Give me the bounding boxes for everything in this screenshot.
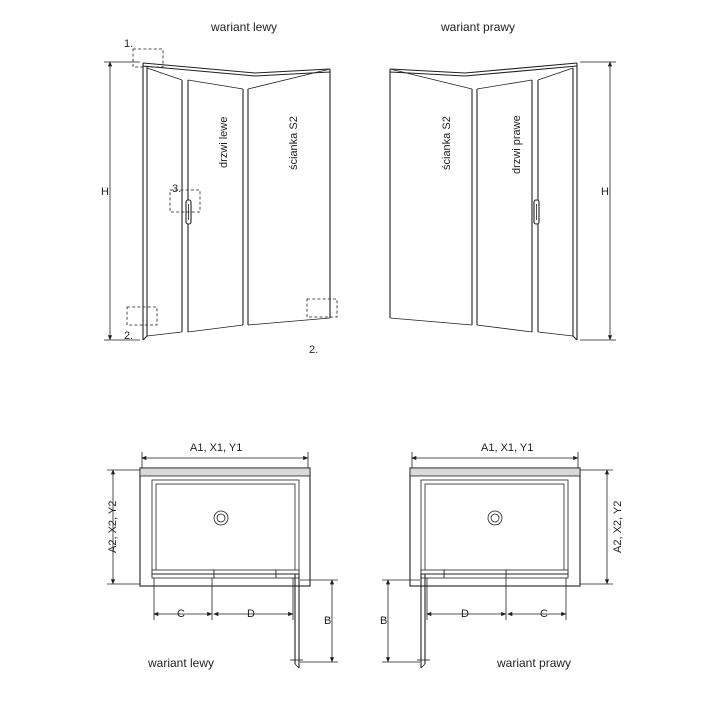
callout-1-label: 1. bbox=[124, 38, 134, 50]
dimension-height-right bbox=[580, 62, 616, 340]
callout-2-box-right bbox=[307, 299, 337, 317]
plan-top-left-dim-label: A1, X1, Y1 bbox=[190, 442, 243, 454]
label-wall-left-view: ścianka S2 bbox=[288, 116, 300, 170]
title-bottom-right: wariant prawy bbox=[497, 656, 572, 670]
door-handle-right bbox=[534, 200, 539, 224]
label-door-right: drzwi prawe bbox=[511, 115, 523, 174]
plan-right-variant bbox=[382, 452, 613, 668]
dim-b-right-label: B bbox=[380, 615, 388, 627]
title-bottom-left: wariant lewy bbox=[148, 656, 215, 670]
dim-b-left-label: B bbox=[324, 615, 332, 627]
label-door-left: drzwi lewe bbox=[218, 116, 230, 168]
title-top-left: wariant lewy bbox=[211, 20, 278, 34]
dimension-a2-right bbox=[580, 470, 613, 584]
title-top-right: wariant prawy bbox=[441, 20, 516, 34]
dim-d-right-label: D bbox=[461, 608, 469, 620]
dimension-a1-right bbox=[412, 452, 578, 468]
dimension-b-right bbox=[382, 580, 420, 662]
callout-3-label: 3. bbox=[172, 183, 182, 195]
dimension-height-left bbox=[104, 62, 140, 340]
dimension-a1-left bbox=[142, 452, 308, 468]
dim-c-right-label: C bbox=[540, 608, 548, 620]
plan-side-left-dim-label: A2, X2, Y2 bbox=[107, 500, 119, 553]
elevation-right-variant bbox=[390, 62, 616, 340]
elevation-left-variant bbox=[104, 49, 337, 340]
callout-2a-label: 2. bbox=[124, 330, 134, 342]
label-height-right: H bbox=[601, 186, 609, 198]
dim-d-left-label: D bbox=[247, 608, 255, 620]
callout-2b-label: 2. bbox=[309, 344, 319, 356]
callout-2-box-left bbox=[127, 307, 157, 325]
dim-c-left-label: C bbox=[177, 608, 185, 620]
label-height-left: H bbox=[101, 186, 109, 198]
dimension-b-left bbox=[300, 580, 338, 662]
label-wall-right-view: ścianka S2 bbox=[441, 116, 453, 170]
plan-side-right-dim-label: A2, X2, Y2 bbox=[612, 500, 624, 553]
plan-left-variant bbox=[107, 452, 338, 668]
plan-top-right-dim-label: A1, X1, Y1 bbox=[481, 442, 534, 454]
